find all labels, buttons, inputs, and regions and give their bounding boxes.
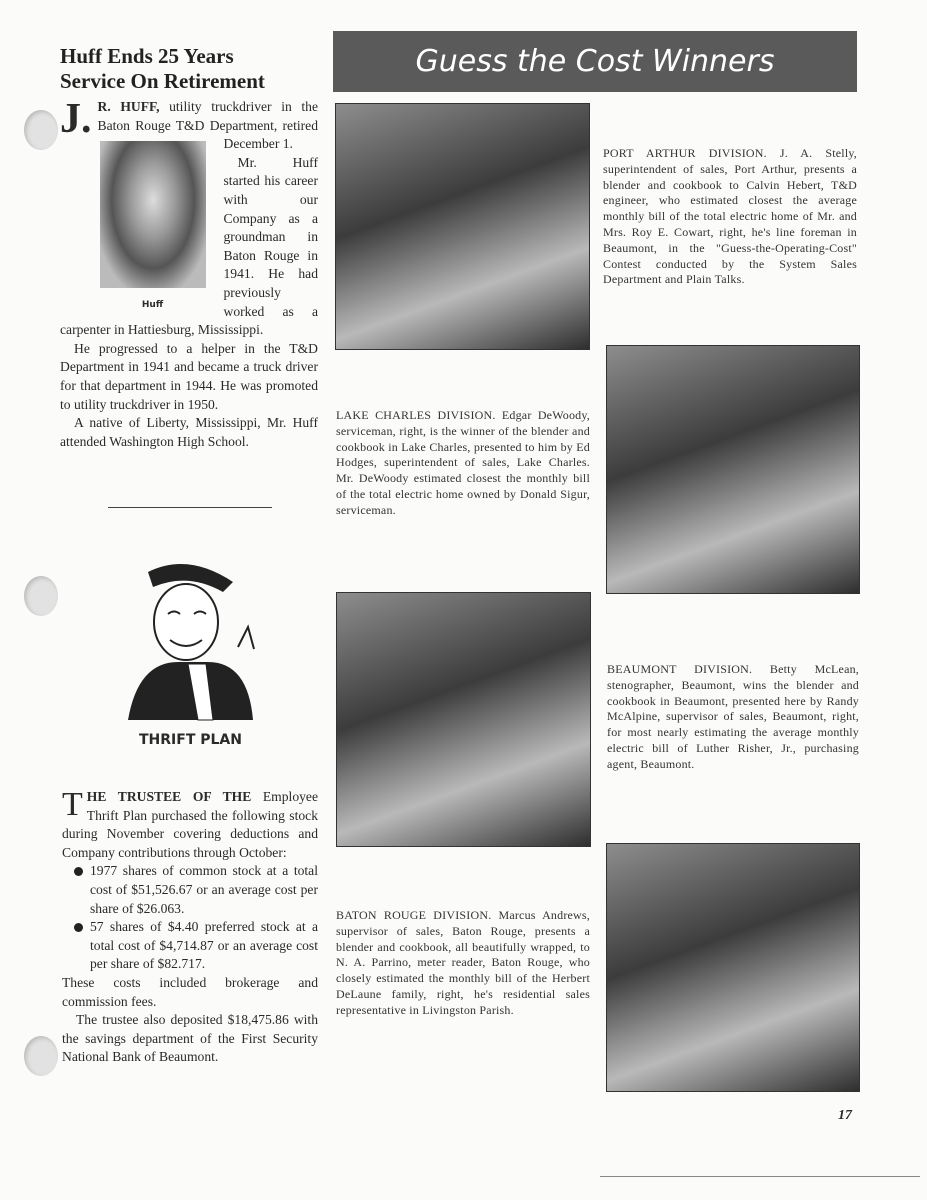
cartoon-label: THRIFT PLAN [139, 732, 242, 748]
divider [108, 507, 272, 508]
binder-hole [24, 1036, 58, 1076]
page-number: 17 [838, 1108, 852, 1123]
banner-title: Guess the Cost Winners [415, 44, 775, 79]
baton-rouge-caption: BATON ROUGE DIVISION. Marcus Andrews, supervisor of sales, Baton Rouge, presents a blender and cookbook, all beautifully wrapped, to N. A. Parrino, meter reader, Baton Rouge, who closely estimated the monthly bill of the Herbert DeLaune family, right, he's residential sales representative in Livingston Parish. [336, 908, 590, 1017]
huff-body: J. R. HUFF, utility truckdriver in the Baton Rouge T&D Department, retired December 1. Huff Mr. Huff started his career with our Company as a groundman in Baton Rouge in 1941. He had previously worked as a carpenter in Hattiesburg, Mississippi. He progressed to a helper in the T&D Department in 1941 and became a truck driver for that department in 1944. He was promoted to utility truckdriver in 1950. A native of Liberty, Mississippi, Mr. Huff attended Washington High School. [60, 96, 318, 449]
drop-cap: J. [60, 96, 92, 142]
port-arthur-caption: PORT ARTHUR DIVISION. J. A. Stelly, superintendent of sales, Port Arthur, presents a blender and cookbook to Calvin Hebert, T&D engineer, who estimated closest the average monthly bill of the total electric home of Mr. and Mrs. Roy E. Cowart, right, he's line foreman in Beaumont, in the "Guess-the-Operating-Cost" Contest conducted by the System Sales Department and Plain Talks. [603, 146, 857, 287]
thrift-cartoon-illustration [118, 552, 263, 724]
binder-hole [24, 576, 58, 616]
lake-charles-caption: LAKE CHARLES DIVISION. Edgar DeWoody, serviceman, right, is the winner of the blender and cookbook in Lake Charles, presented to him by Ed Hodges, superintendent of sales, Lake Charles. Mr. DeWoody estimated closest the monthly bill of the total electric home owned by Donald Sigur, serviceman. [336, 408, 590, 517]
list-item: 57 shares of $4.40 preferred stock at a total cost of $4,714.87 or an average cost per share of $82.717. [90, 918, 318, 974]
drop-cap: T [62, 786, 83, 823]
section-banner [333, 31, 857, 92]
thrift-article: T HE TRUSTEE OF THE Employee Thrift Plan purchased the following stock during November covering deductions and Company contributions through October: 1977 shares of common stock at a total cost of $51,526.67 or an average cost per share of $26.063. 57 shares of $4.40 preferred stock at a total cost of $4,714.87 or an average cost per share of $82.717. These costs included brokerage and commission fees. The trustee also deposited $18,475.86 with the savings department of the First Security National Bank of Beaumont. [62, 786, 318, 1065]
page-edge-line [600, 1176, 920, 1177]
beaumont-photo [336, 592, 591, 847]
beaumont-caption: BEAUMONT DIVISION. Betty McLean, stenographer, Beaumont, wins the blender and cookbook in Beaumont, presented here by Randy McAlpine, supervisor of sales, Beaumont, right, for most nearly estimating the average monthly electric bill of Luther Risher, Jr., purchasing agent, Beaumont. [607, 662, 859, 771]
lake-charles-photo [606, 345, 860, 594]
stock-list [62, 862, 318, 974]
binder-hole [24, 110, 58, 150]
baton-rouge-photo [606, 843, 860, 1092]
huff-portrait [100, 141, 206, 315]
photo-caption: Huff [141, 300, 164, 311]
huff-article [60, 44, 318, 451]
huff-headline: Huff Ends 25 Years Service On Retirement [60, 44, 265, 93]
port-arthur-photo [335, 103, 590, 350]
list-item: 1977 shares of common stock at a total cost of $51,526.67 or an average cost per share of $26.063. [90, 862, 318, 918]
huff-photo [100, 141, 206, 288]
